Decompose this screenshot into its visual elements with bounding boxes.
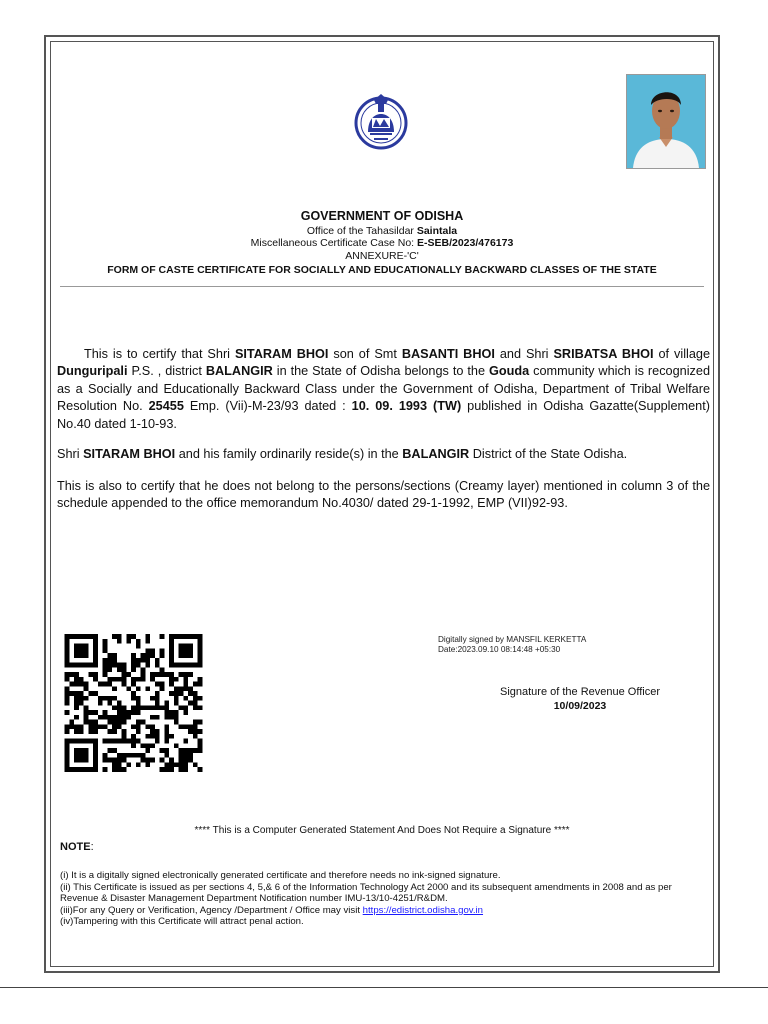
certification-paragraph [57,346,710,433]
digital-signature-date: Date:2023.09.10 08:14:48 +05:30 [438,645,561,654]
mother-name: BASANTI BHOI [401,347,495,361]
form-title: FORM OF CASTE CERTIFICATE FOR SOCIALLY AND EDUCATIONALLY BACKWARD CLASSES OF THE STATE [107,264,657,276]
p1-text-2: son of Smt [328,347,402,361]
note-heading-label: NOTE [60,841,91,853]
annexure-label: ANNEXURE-'C' [345,250,419,262]
residence-paragraph [57,446,710,463]
digital-signature-signer: Digitally signed by MANSFIL KERKETTA [438,635,587,644]
p1-text-1: This is to certify that Shri [84,347,235,361]
p1-text-7: community which is recognized as a Socially and Educationally Backward Class under the Government of Odisha, Department of Tribal Welfare Resolution No. [57,364,710,414]
case-number-line [60,237,704,249]
digital-signature-stamp [438,635,586,655]
p2-text-1: Shri [57,447,84,461]
father-name: SRIBATSA BHOI [553,347,654,361]
p1-text-4: of village [653,347,710,361]
note-item [60,905,710,917]
notes-list [60,870,710,928]
p1-text-6: in the State of Odisha belongs to the [272,364,489,379]
p1-text-5: P.S. , district [127,364,206,379]
p2-text-3: District of the State Odisha. [469,447,628,461]
resolution-date: 10. 09. 1993 (TW) [351,399,462,414]
case-number: E-SEB/2023/476173 [417,237,514,249]
p2-district-name: BALANGIR [402,447,470,461]
qr-code-icon[interactable] [61,634,206,772]
odisha-emblem-icon [352,92,410,150]
header-divider [60,286,704,287]
signature-date: 10/09/2023 [553,700,607,712]
note-heading [60,841,94,853]
office-prefix: Office of the Tahasildar [306,225,414,237]
case-prefix: Miscellaneous Certificate Case No: [250,237,415,249]
note-item: (ii) This Certificate is issued as per sections 4, 5,& 6 of the Information Technology Act 2000 and its subsequent amendments in 2008 and as per Revenue & Disaster Management Department Notification number IMU-13/10-4251/R&DM. [60,881,672,904]
resolution-number: 25455 [148,399,184,414]
note-item-text: (iii)For any Query or Verification, Agency /Department / Office may visit [60,904,363,916]
p1-text-8: Emp. (Vii)-M-23/93 dated : [183,399,352,414]
signature-title: Signature of the Revenue Officer [499,686,660,698]
note-item: (i) It is a digitally signed electronically generated certificate and therefore needs no ink-signed signature. [60,870,501,881]
office-line [60,225,704,237]
village-name: Dunguripali [57,364,128,379]
p2-text-2: and his family ordinarily reside(s) in the [175,447,403,461]
government-title: GOVERNMENT OF ODISHA [300,209,464,223]
note-heading-colon: : [90,841,94,853]
community-name: Gouda [488,364,530,379]
edistrict-link[interactable]: https://edistrict.odisha.gov.in [362,904,484,916]
holder-name: SITARAM BHOI [234,347,329,361]
creamy-layer-paragraph: This is also to certify that he does not belong to the persons/sections (Creamy layer) mentioned in column 3 of the schedule appended to the office memorandum No.4030/ dated 29-1-1992, EMP (VII)92-93. [57,479,710,511]
computer-generated-statement: **** This is a Computer Generated Statement And Does Not Require a Signature **** [194,825,570,836]
note-item: (iv)Tampering with this Certificate will attract penal action. [60,916,304,927]
applicant-photo [626,74,706,169]
p1-text-3: and Shri [494,347,554,361]
p2-holder-name: SITARAM BHOI [83,447,176,461]
p1-text-9: published in Odisha Gazatte(Supplement) No.40 dated 1-10-93. [57,399,710,431]
district-name: BALANGIR [205,364,273,379]
page-bottom-rule [0,987,768,988]
office-name: Saintala [416,225,458,237]
